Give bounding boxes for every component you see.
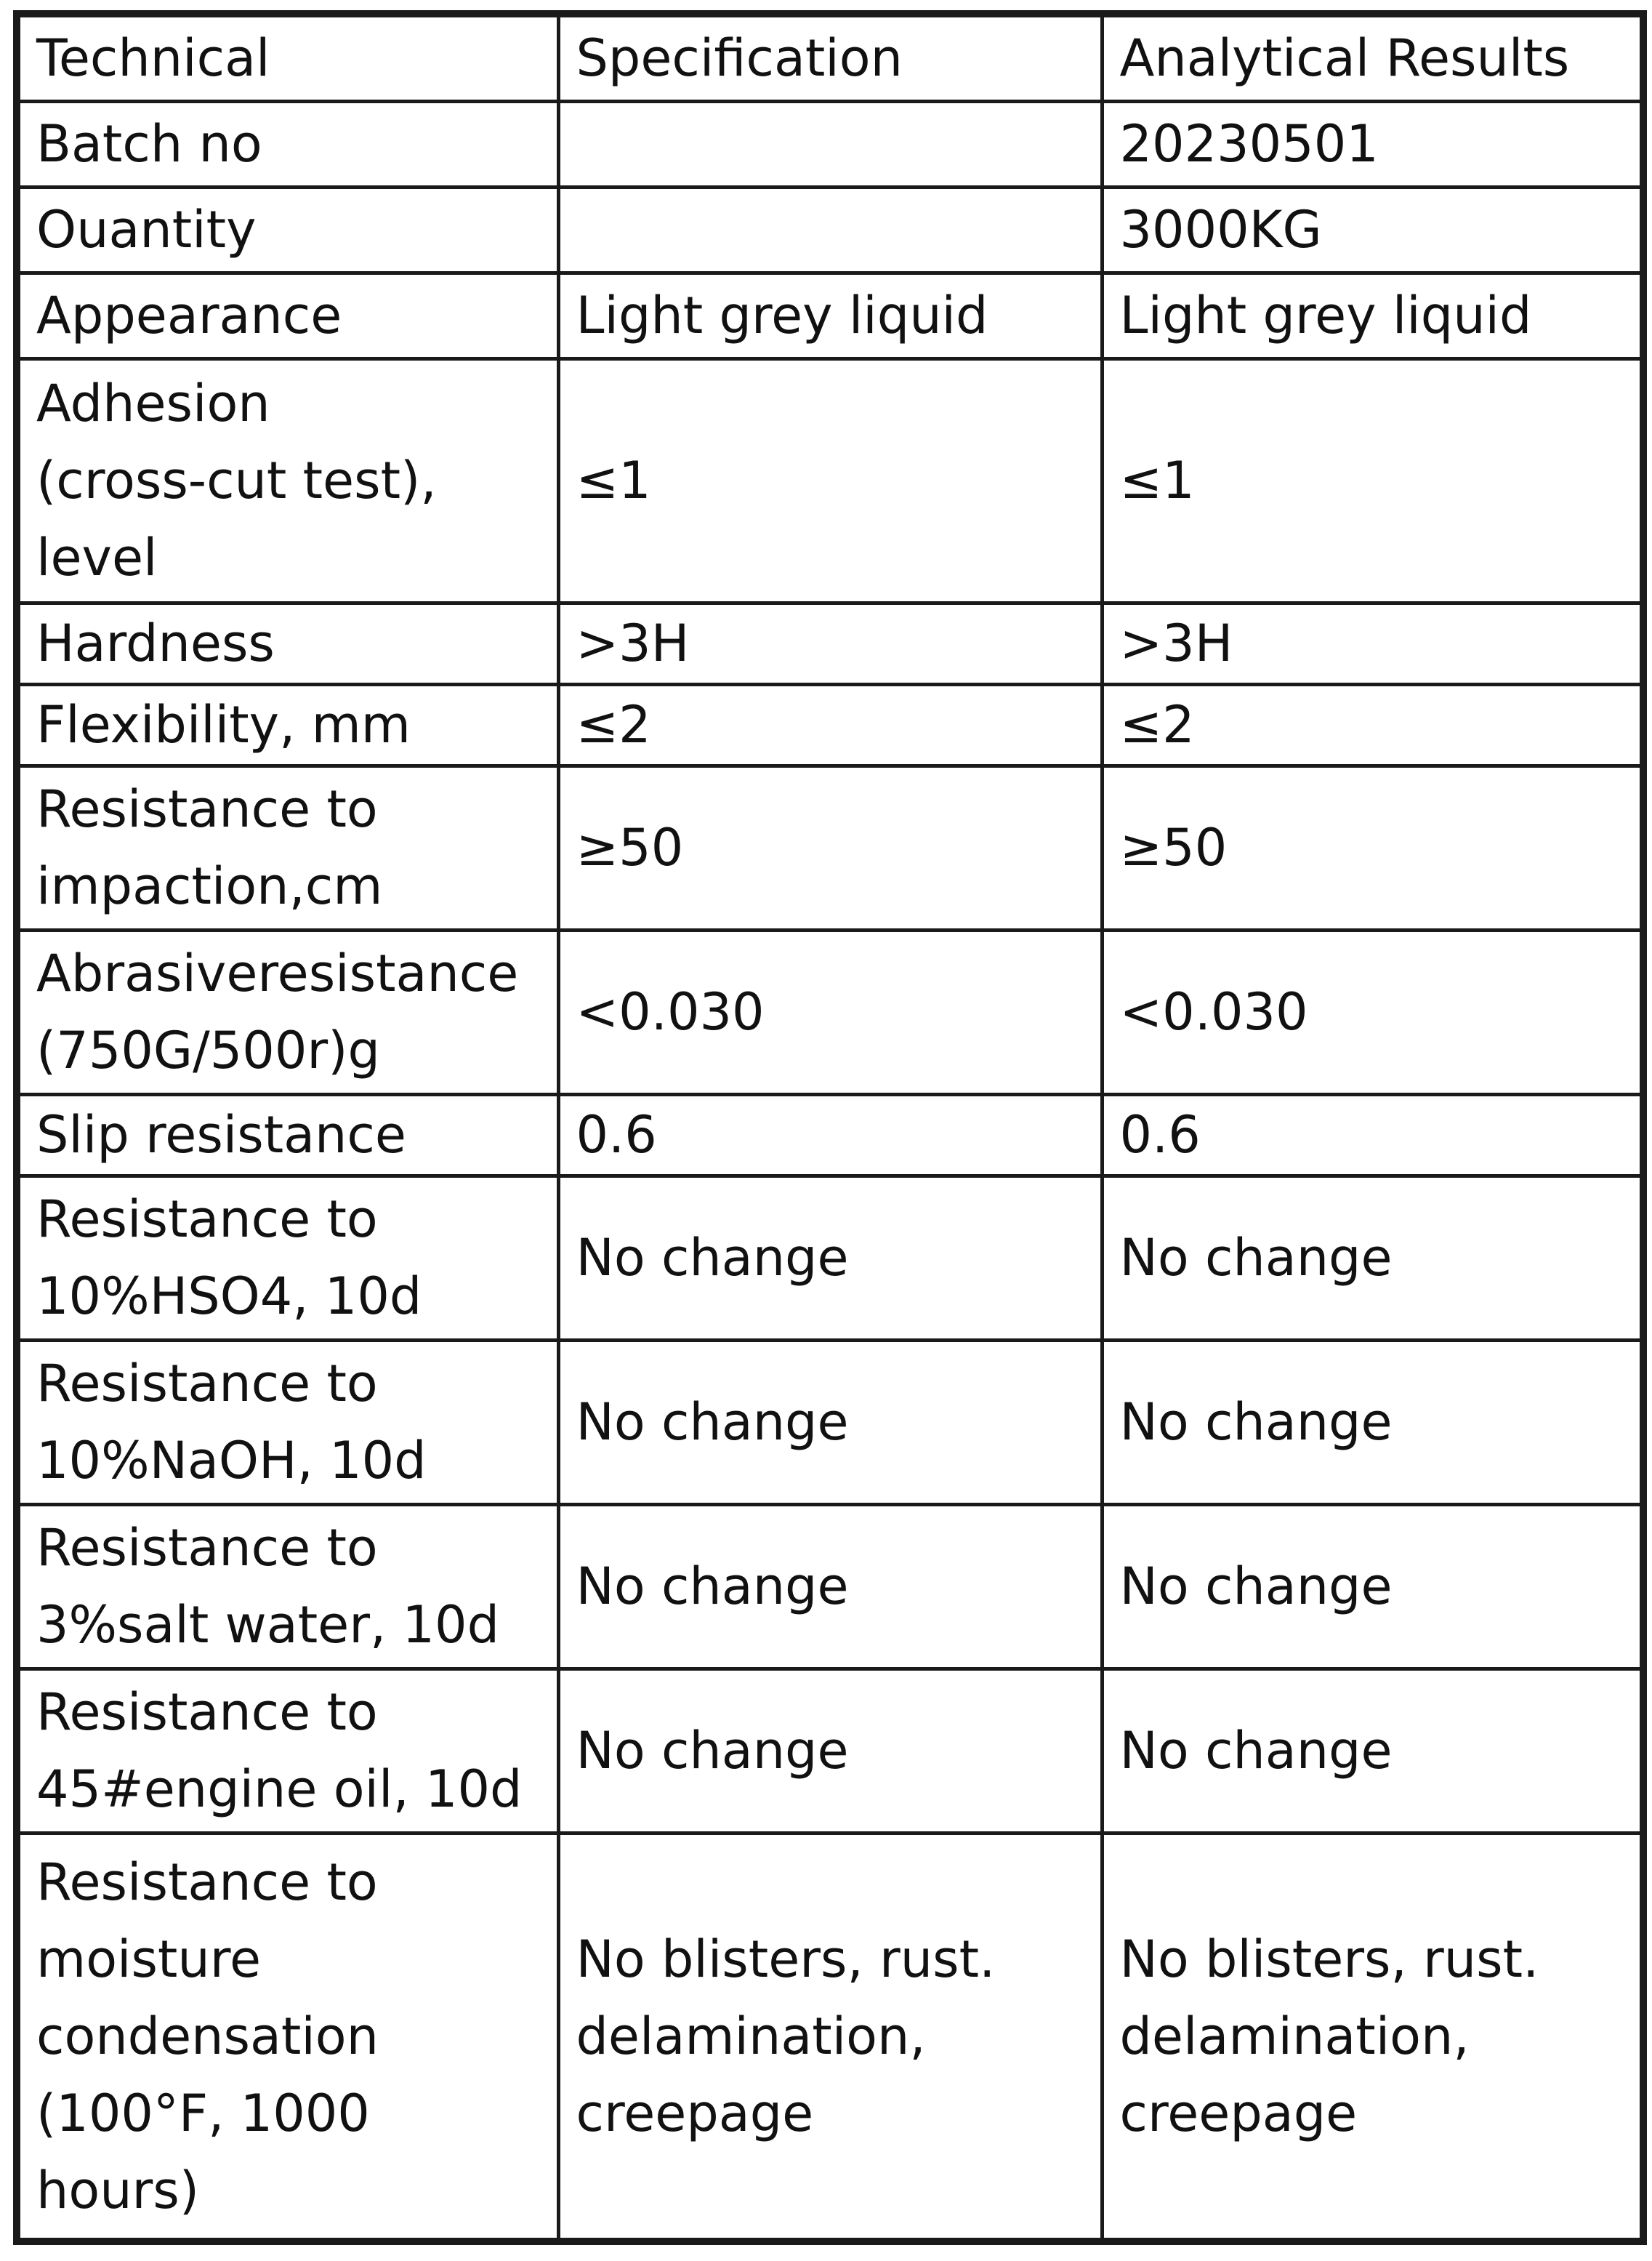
cell-technical-line: Resistance to	[36, 1852, 378, 1912]
cell-specification	[558, 1094, 1102, 1176]
cell-technical-line: Adhesion	[36, 374, 270, 433]
cell-technical-line: Flexibility, mm	[36, 695, 411, 755]
cell-specification-line: 0.6	[576, 1105, 657, 1165]
cell-result-line: <0.030	[1119, 982, 1308, 1042]
cell-specification-line: No blisters, rust.	[576, 1929, 996, 1989]
cell-specification-line: ≤1	[576, 451, 651, 510]
table-body	[17, 14, 1643, 2241]
cell-technical-line: Appearance	[36, 286, 342, 345]
header-specification: Specification	[558, 14, 1102, 101]
cell-result-line: ≤2	[1119, 695, 1195, 755]
cell-technical-line: Slip resistance	[36, 1105, 406, 1165]
cell-result-line: ≤1	[1119, 451, 1195, 510]
cell-result-line: >3H	[1119, 614, 1233, 673]
cell-result-line: 0.6	[1119, 1105, 1201, 1165]
cell-technical-line: (750G/500r)g	[36, 1021, 380, 1080]
cell-technical-line: (100°F, 1000	[36, 2083, 370, 2143]
cell-specification	[558, 101, 1102, 187]
table-row	[17, 684, 1643, 766]
cell-technical-line: Ouantity	[36, 200, 257, 260]
cell-technical-line: level	[36, 528, 158, 587]
cell-technical-line: (cross-cut test),	[36, 451, 437, 510]
cell-specification-line: No change	[576, 1721, 849, 1780]
cell-result-line: No change	[1119, 1721, 1393, 1780]
cell-result	[1102, 101, 1643, 187]
table-row	[17, 766, 1643, 930]
cell-specification-line: Light grey liquid	[576, 286, 988, 345]
cell-specification	[558, 766, 1102, 930]
cell-technical-line: Resistance to	[36, 1189, 378, 1249]
table-row	[17, 1668, 1643, 1833]
cell-result-line: ≥50	[1119, 818, 1228, 878]
cell-result	[1102, 1340, 1643, 1504]
cell-technical-line: Hardness	[36, 614, 275, 673]
cell-specification	[558, 1176, 1102, 1340]
cell-technical-line: 45#engine oil, 10d	[36, 1759, 523, 1819]
cell-specification-line: <0.030	[576, 982, 765, 1042]
cell-specification-line: No change	[576, 1228, 849, 1288]
header-row	[17, 14, 1643, 101]
cell-result-line: creepage	[1119, 2083, 1358, 2143]
cell-specification	[558, 1668, 1102, 1833]
cell-technical-line: condensation	[36, 2006, 379, 2066]
cell-technical-line: 3%salt water, 10d	[36, 1595, 500, 1655]
cell-technical	[17, 358, 558, 603]
cell-result	[1102, 358, 1643, 603]
cell-technical	[17, 930, 558, 1094]
cell-technical-line: Resistance to	[36, 1682, 378, 1742]
cell-specification	[558, 930, 1102, 1094]
cell-specification-line: No change	[576, 1392, 849, 1452]
cell-technical-line: impaction,cm	[36, 856, 383, 916]
cell-technical	[17, 603, 558, 684]
cell-result-line: No change	[1119, 1228, 1393, 1288]
table-row	[17, 1094, 1643, 1176]
cell-specification-line: >3H	[576, 614, 690, 673]
cell-technical	[17, 1668, 558, 1833]
table-row	[17, 1340, 1643, 1504]
cell-result-line: 20230501	[1119, 114, 1379, 174]
cell-technical	[17, 273, 558, 358]
cell-result	[1102, 1833, 1643, 2241]
cell-result	[1102, 187, 1643, 273]
cell-specification	[558, 187, 1102, 273]
cell-result-line: Light grey liquid	[1119, 286, 1532, 345]
cell-technical-line: Abrasiveresistance	[36, 944, 519, 1003]
cell-result	[1102, 273, 1643, 358]
cell-specification	[558, 684, 1102, 766]
cell-technical	[17, 1176, 558, 1340]
cell-technical-line: Resistance to	[36, 1518, 378, 1578]
cell-technical-line: Resistance to	[36, 779, 378, 839]
cell-technical	[17, 187, 558, 273]
cell-result	[1102, 1504, 1643, 1668]
cell-specification	[558, 603, 1102, 684]
cell-technical	[17, 1833, 558, 2241]
table-row	[17, 273, 1643, 358]
cell-specification	[558, 1504, 1102, 1668]
specification-table	[13, 10, 1647, 2245]
cell-specification-line: ≥50	[576, 818, 684, 878]
cell-result	[1102, 1668, 1643, 1833]
header-technical: Technical	[17, 14, 558, 101]
table-row	[17, 930, 1643, 1094]
cell-technical-line: Batch no	[36, 114, 262, 174]
table-row	[17, 187, 1643, 273]
cell-technical-line: 10%HSO4, 10d	[36, 1266, 422, 1326]
table-row	[17, 1833, 1643, 2241]
table-row	[17, 101, 1643, 187]
cell-technical-line: 10%NaOH, 10d	[36, 1431, 427, 1490]
cell-result	[1102, 930, 1643, 1094]
cell-technical-line: Resistance to	[36, 1354, 378, 1413]
table-row	[17, 1176, 1643, 1340]
cell-result	[1102, 603, 1643, 684]
cell-result	[1102, 1176, 1643, 1340]
cell-specification	[558, 358, 1102, 603]
cell-specification-line: No change	[576, 1557, 849, 1616]
cell-specification	[558, 1340, 1102, 1504]
table-row	[17, 1504, 1643, 1668]
cell-technical	[17, 684, 558, 766]
table-row	[17, 358, 1643, 603]
cell-result-line: 3000KG	[1119, 200, 1322, 260]
cell-result-line: delamination,	[1119, 2006, 1470, 2066]
cell-result-line: No change	[1119, 1557, 1393, 1616]
cell-technical-line: hours)	[36, 2160, 200, 2220]
cell-result	[1102, 766, 1643, 930]
cell-technical	[17, 101, 558, 187]
cell-technical	[17, 766, 558, 930]
cell-technical	[17, 1504, 558, 1668]
table-row	[17, 603, 1643, 684]
cell-result	[1102, 1094, 1643, 1176]
cell-specification	[558, 1833, 1102, 2241]
cell-technical-line: moisture	[36, 1929, 262, 1989]
cell-technical	[17, 1094, 558, 1176]
cell-specification-line: creepage	[576, 2083, 814, 2143]
header-analytical-results: Analytical Results	[1102, 14, 1643, 101]
cell-result	[1102, 684, 1643, 766]
cell-specification-line: ≤2	[576, 695, 651, 755]
cell-specification-line: delamination,	[576, 2006, 926, 2066]
cell-specification	[558, 273, 1102, 358]
cell-result-line: No change	[1119, 1392, 1393, 1452]
cell-technical	[17, 1340, 558, 1504]
cell-result-line: No blisters, rust.	[1119, 1929, 1539, 1989]
